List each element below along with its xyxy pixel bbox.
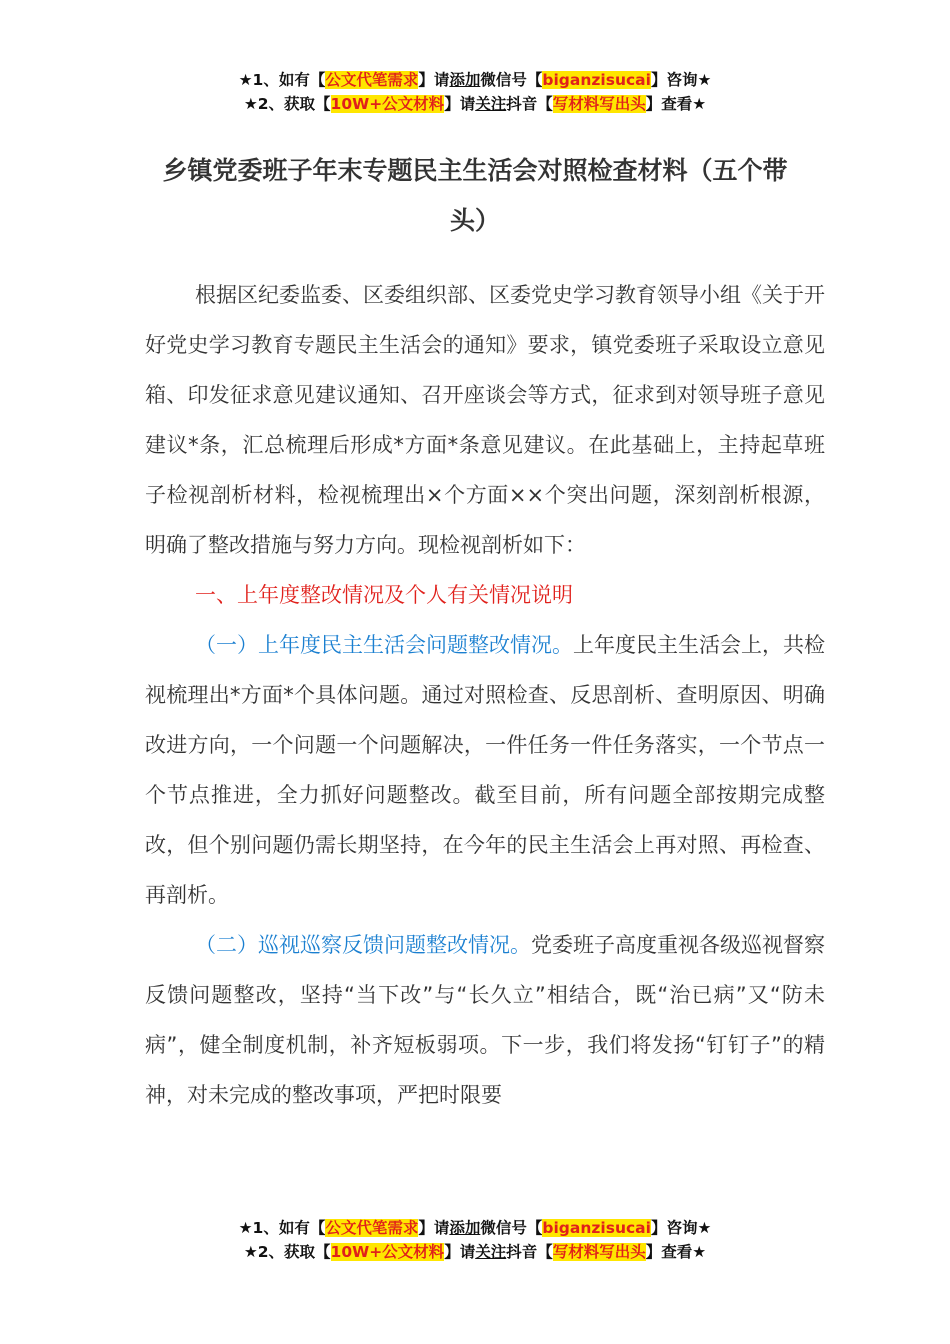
banner-line-2 [0, 1240, 950, 1264]
banner-text: 】请 [418, 1219, 450, 1237]
banner-underline: 添加 [449, 1219, 481, 1237]
banner-text: 】请 [444, 95, 476, 113]
banner-underline: 添加 [449, 71, 481, 89]
banner-underline: 关注 [475, 95, 507, 113]
banner-highlight: 写材料写出头 [552, 1243, 646, 1261]
banner-line-1 [0, 1216, 950, 1240]
subsection-text: 党委班子高度重视各级巡视督察反馈问题整改，坚持“当下改”与“长久立”相结合，既“治已病”又“防未病”，健全制度机制，补齐短板弱项。下一步，我们将发扬“钉钉子”的精神，对未完成的整改事项，严把时限要 [145, 933, 825, 1107]
banner-text: ★2、获取【 [243, 1243, 331, 1261]
banner-highlight: 写材料写出头 [552, 95, 646, 113]
banner-text: 微信号【 [480, 71, 543, 89]
banner-line-2 [0, 92, 950, 116]
banner-underline: 关注 [475, 1243, 507, 1261]
banner-text: 】咨询★ [650, 1219, 712, 1237]
banner-text: 抖音【 [506, 95, 553, 113]
subsection-paragraph-2 [145, 920, 825, 1120]
subsection-paragraph-1 [145, 620, 825, 920]
banner-highlight: biganzisucai [542, 1219, 651, 1237]
banner-highlight: 公文代笔需求 [325, 1219, 419, 1237]
banner-text: 】查看★ [645, 95, 707, 113]
intro-paragraph: 根据区纪委监委、区委组织部、区委党史学习教育领导小组《关于开好党史学习教育专题民主生活会的通知》要求，镇党委班子采取设立意见箱、印发征求意见建议通知、召开座谈会等方式，征求到对领导班子意见建议*条，汇总梳理后形成*方面*条意见建议。在此基础上，主持起草班子检视剖析材料，检视梳理出×个方面××个突出问题，深刻剖析根源，明确了整改措施与努力方向。现检视剖析如下： [145, 283, 825, 557]
bottom-banner [0, 1216, 950, 1264]
banner-text: 微信号【 [480, 1219, 543, 1237]
banner-text: 】请 [444, 1243, 476, 1261]
banner-line-1 [0, 68, 950, 92]
banner-text: 】请 [418, 71, 450, 89]
banner-text: 抖音【 [506, 1243, 553, 1261]
banner-highlight: biganzisucai [542, 71, 651, 89]
subsection-heading: （一）上年度民主生活会问题整改情况。 [195, 633, 573, 657]
banner-highlight: 10W+公文材料 [330, 1243, 445, 1261]
banner-highlight: 公文代笔需求 [325, 71, 419, 89]
subsection-text: 上年度民主生活会上，共检视梳理出*方面*个具体问题。通过对照检查、反思剖析、查明原因、明确改进方向，一个问题一个问题解决，一件任务一件任务落实，一个节点一个节点推进，全力抓好问题整改。截至目前，所有问题全部按期完成整改，但个别问题仍需长期坚持，在今年的民主生活会上再对照、再检查、再剖析。 [145, 633, 825, 907]
banner-text: 】查看★ [645, 1243, 707, 1261]
banner-highlight: 10W+公文材料 [330, 95, 445, 113]
subsection-heading: （二）巡视巡察反馈问题整改情况。 [195, 933, 531, 957]
banner-text: 】咨询★ [650, 71, 712, 89]
document-body [145, 270, 825, 1120]
banner-text: ★1、如有【 [238, 71, 326, 89]
banner-text: ★1、如有【 [238, 1219, 326, 1237]
section-heading: 一、上年度整改情况及个人有关情况说明 [195, 583, 573, 607]
banner-text: ★2、获取【 [243, 95, 331, 113]
document-title: 乡镇党委班子年末专题民主生活会对照检查材料（五个带头） [162, 156, 788, 235]
top-banner [0, 68, 950, 116]
